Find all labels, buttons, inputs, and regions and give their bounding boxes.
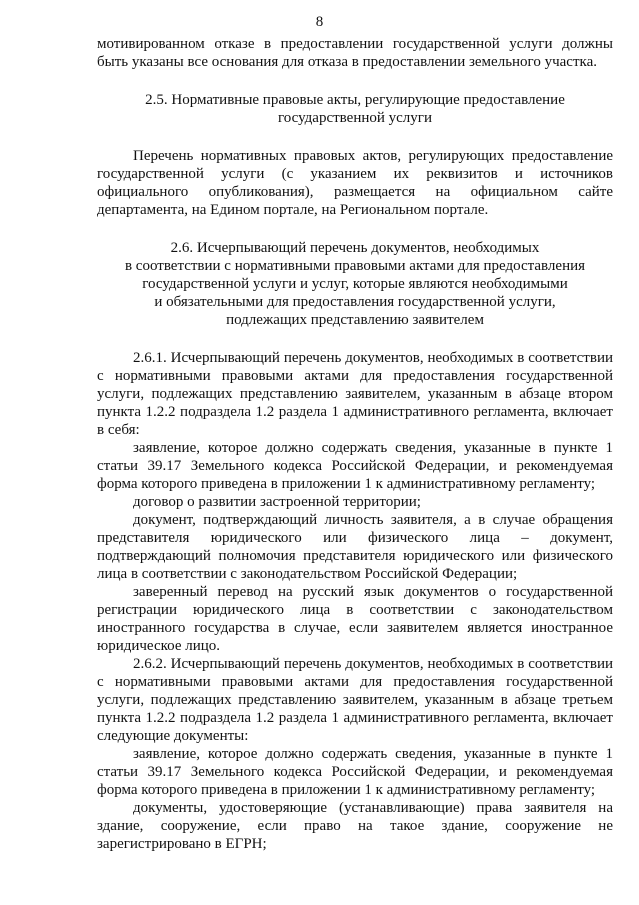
- section-2-5-heading: [97, 91, 613, 127]
- list-item-application: заявление, которое должно содержать сведения, указанные в пункте 1 статьи 39.17 Земельного кодекса Российской Федерации, и рекомендуемая форма которого приведена в приложении 1 к административному регламенту;: [97, 440, 613, 492]
- heading-line: государственной услуги и услуг, которые являются необходимыми: [142, 276, 568, 292]
- list-item-identity-document: документ, подтверждающий личность заявителя, а в случае обращения представителя юридического или физического лица – документ, подтверждающий полномочия представителя юридического или физического лица в соответствии с законодательством Российской Федерации;: [97, 512, 613, 582]
- intro-paragraph: мотивированном отказе в предоставлении государственной услуги должны быть указаны все основания для отказа в предоставлении земельного участка.: [97, 36, 613, 70]
- page-number: 8: [315, 14, 324, 30]
- heading-line: подлежащих представлению заявителем: [226, 312, 484, 328]
- document-body: [97, 35, 613, 853]
- list-item-application-2: заявление, которое должно содержать сведения, указанные в пункте 1 статьи 39.17 Земельного кодекса Российской Федерации, и рекомендуемая форма которого приведена в приложении 1 к административному регламенту;: [97, 746, 613, 798]
- heading-line: и обязательными для предоставления государственной услуги,: [154, 294, 556, 310]
- heading-line: в соответствии с нормативными правовыми актами для предоставления: [124, 258, 586, 274]
- section-2-6-heading: [97, 239, 613, 329]
- list-item-title-documents: документы, удостоверяющие (устанавливающие) права заявителя на здание, сооружение, если право на такое здание, сооружение не зарегистрировано в ЕГРН;: [97, 800, 613, 852]
- paragraph-2-6-1: 2.6.1. Исчерпывающий перечень документов, необходимых в соответствии с нормативными правовыми актами для предоставления государственной услуги, подлежащих представлению заявителем, указанным в абзаце втором пункта 1.2.2 подраздела 1.2 раздела 1 административного регламента, включает в себя:: [97, 350, 613, 438]
- list-item-certified-translation: заверенный перевод на русский язык документов о государственной регистрации юридического лица в соответствии с законодательством иностранного государства в случае, если заявителем является иностранное юридическое лицо.: [97, 584, 613, 654]
- paragraph-2-6-2: 2.6.2. Исчерпывающий перечень документов, необходимых в соответствии с нормативными правовыми актами для предоставления государственной услуги, подлежащих представлению заявителем, указанным в абзаце третьем пункта 1.2.2 подраздела 1.2 раздела 1 административного регламента, включает следующие документы:: [97, 656, 613, 744]
- list-item-development-contract: договор о развитии застроенной территории;: [133, 494, 421, 510]
- heading-line: 2.6. Исчерпывающий перечень документов, необходимых: [170, 240, 540, 256]
- heading-line: государственной услуги: [278, 110, 432, 126]
- heading-line: 2.5. Нормативные правовые акты, регулирующие предоставление: [145, 92, 565, 108]
- section-2-5-body: Перечень нормативных правовых актов, регулирующих предоставление государственной услуги (с указанием их реквизитов и источников официального опубликования), размещается на официальном сайте департамента, на Едином портале, на Региональном портале.: [97, 148, 613, 218]
